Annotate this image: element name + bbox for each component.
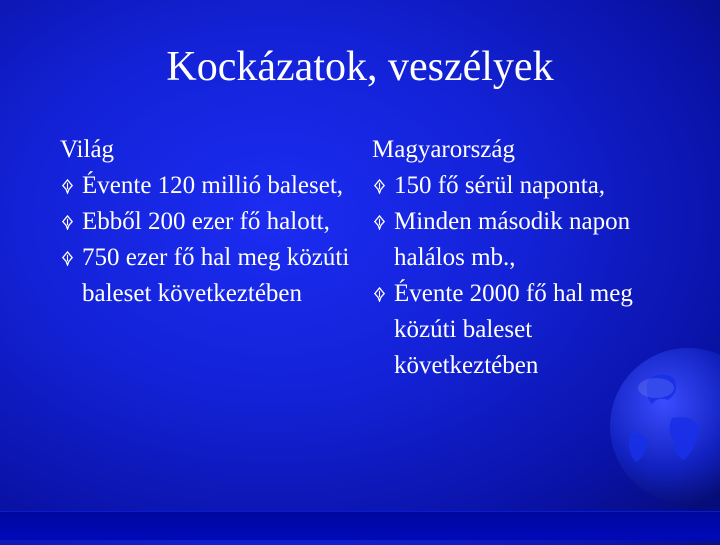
bullet-text: Ebből 200 ezer fő halott, bbox=[82, 208, 330, 235]
globe-icon bbox=[560, 322, 720, 540]
slide-title: Kockázatok, veszélyek bbox=[166, 44, 554, 90]
pen-nib-icon bbox=[60, 168, 82, 204]
pen-nib-icon bbox=[372, 204, 394, 240]
right-column-heading: Magyarország bbox=[372, 136, 515, 163]
pen-nib-icon bbox=[372, 276, 394, 312]
list-item bbox=[60, 240, 350, 312]
list-item bbox=[60, 168, 350, 204]
bottom-bar bbox=[0, 511, 720, 540]
left-column bbox=[60, 132, 350, 312]
list-item bbox=[60, 204, 350, 240]
pen-nib-icon bbox=[372, 168, 394, 204]
bullet-text: 150 fő sérül naponta, bbox=[394, 172, 606, 199]
pen-nib-icon bbox=[60, 240, 82, 276]
list-item bbox=[372, 168, 672, 204]
bullet-text: Minden második napon halálos mb., bbox=[394, 208, 631, 271]
list-item bbox=[372, 204, 672, 276]
pen-nib-icon bbox=[60, 204, 82, 240]
bullet-text: Évente 120 millió baleset, bbox=[82, 172, 344, 199]
bullet-text: 750 ezer fő hal meg közúti baleset következtében bbox=[82, 244, 350, 307]
left-column-heading: Világ bbox=[60, 136, 115, 163]
bullet-text: Évente 2000 fő hal meg közúti baleset következtében bbox=[394, 280, 633, 379]
